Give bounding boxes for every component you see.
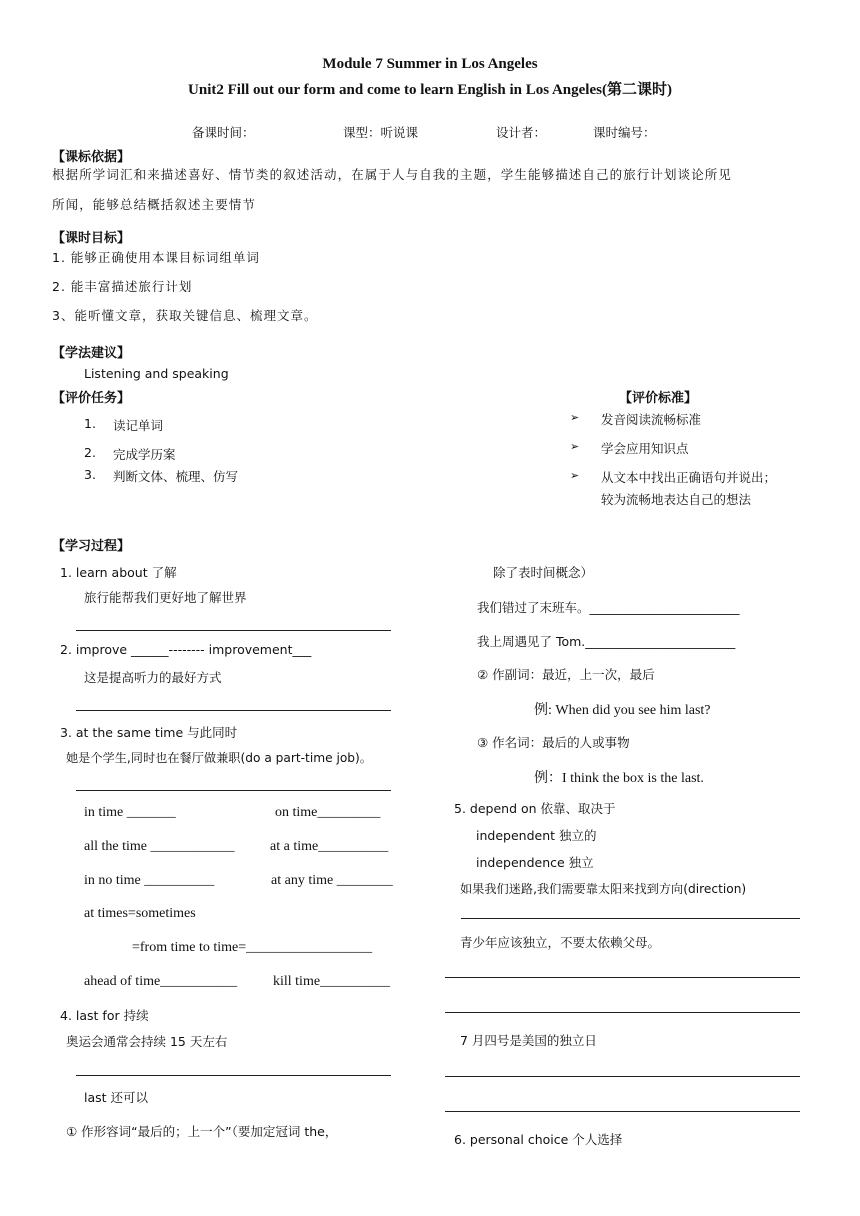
- last-also: last 还可以: [84, 1090, 149, 1105]
- standards-line-1: 根据所学词汇和来描述喜好、情节类的叙述活动，在属于人与自我的主题，学生能够描述自己的旅行计划谈论所见: [52, 167, 733, 182]
- meta-prep-time: 备课时间：: [192, 125, 255, 140]
- standards-heading: 【课标依据】: [52, 150, 131, 165]
- answer-line: [445, 1076, 800, 1077]
- last-adjective: ① 作形容词“最后的；上一个”（要加定冠词 the，: [66, 1124, 338, 1139]
- task-num-3: 3.: [84, 467, 96, 482]
- phrase-kill-time: kill time__________: [273, 974, 391, 989]
- item-5-sentence-3: 7 月四号是美国的独立日: [460, 1033, 597, 1048]
- example-last-bus: 我们错过了末班车。________________________: [477, 600, 740, 615]
- criteria-item-1: 发音阅读流畅标准: [601, 412, 702, 427]
- task-num-1: 1.: [84, 416, 96, 431]
- item-4-sentence: 奥运会通常会持续 15 天左右: [66, 1034, 228, 1049]
- meta-designer: 设计者：: [496, 125, 547, 140]
- last-adverb-example: 例: When did you see him last?: [534, 703, 711, 718]
- word-independence: independence 独立: [476, 855, 594, 870]
- phrase-in-no-time: in no time __________: [84, 873, 215, 888]
- phrase-in-time: in time _______: [84, 805, 176, 820]
- page-title: Module 7 Summer in Los Angeles: [322, 56, 538, 72]
- item-1-sentence: 旅行能帮我们更好地了解世界: [84, 590, 247, 605]
- criteria-item-3: 从文本中找出正确语句并说出；: [601, 470, 777, 485]
- word-independent: independent 独立的: [476, 828, 597, 843]
- phrase-ahead-of-time: ahead of time___________: [84, 974, 238, 989]
- phrase-at-any-time: at any time ________: [271, 873, 393, 888]
- meta-lesson-number: 课时编号：: [593, 125, 656, 140]
- answer-line: [445, 977, 800, 978]
- page-subtitle: Unit2 Fill out our form and come to learn English in Los Angeles(第二课时): [188, 82, 672, 98]
- answer-line: [76, 710, 391, 711]
- last-adjective-cont: 除了表时间概念）: [493, 565, 594, 580]
- item-3-title: 3. at the same time 与此同时: [60, 725, 238, 740]
- answer-line: [76, 790, 391, 791]
- example-met-tom: 我上周遇见了 Tom.________________________: [477, 634, 736, 649]
- criteria-item-3-cont: 较为流畅地表达自己的想法: [601, 492, 752, 507]
- phrase-on-time: on time_________: [275, 805, 381, 820]
- answer-line: [461, 918, 800, 919]
- criteria-heading: 【评价标准】: [619, 391, 698, 406]
- criteria-item-2: 学会应用知识点: [601, 441, 689, 456]
- goal-item-2: 2. 能丰富描述旅行计划: [52, 279, 193, 294]
- arrow-bullet-icon: ➢: [570, 411, 580, 424]
- answer-line: [445, 1012, 800, 1013]
- item-1-title: 1. learn about 了解: [60, 565, 177, 580]
- goal-item-3: 3、能听懂文章，获取关键信息、梳理文章。: [52, 308, 318, 323]
- method-heading: 【学法建议】: [52, 346, 131, 361]
- phrase-all-the-time: all the time ____________: [84, 839, 235, 854]
- last-noun-example: 例：I think the box is the last.: [534, 771, 704, 786]
- phrase-from-time-to-time: =from time to time=__________________: [132, 940, 373, 955]
- item-5-title: 5. depend on 依靠、取决于: [454, 801, 616, 816]
- item-2-title: 2. improve ______-------- improvement___: [60, 642, 312, 657]
- task-text-2: 完成学历案: [113, 447, 176, 462]
- method-text: Listening and speaking: [84, 366, 229, 381]
- arrow-bullet-icon: ➢: [570, 469, 580, 482]
- goal-item-1: 1. 能够正确使用本课目标词组单词: [52, 250, 260, 265]
- phrase-at-a-time: at a time__________: [270, 839, 389, 854]
- item-3-sentence: 她是个学生,同时也在餐厅做兼职(do a part-time job)。: [66, 751, 372, 765]
- last-noun: ③ 作名词：最后的人或事物: [477, 735, 630, 750]
- last-adverb: ② 作副词：最近，上一次，最后: [477, 667, 655, 682]
- process-heading: 【学习过程】: [52, 539, 131, 554]
- item-5-sentence-2: 青少年应该独立，不要太依赖父母。: [460, 935, 661, 950]
- phrase-at-times: at times=sometimes: [84, 906, 196, 921]
- task-text-3: 判断文体、梳理、仿写: [113, 469, 239, 484]
- meta-lesson-type: 课型：听说课: [343, 125, 419, 140]
- tasks-heading: 【评价任务】: [52, 391, 131, 406]
- answer-line: [445, 1111, 800, 1112]
- standards-line-2: 所闻，能够总结概括叙述主要情节: [52, 197, 257, 212]
- task-num-2: 2.: [84, 445, 96, 460]
- arrow-bullet-icon: ➢: [570, 440, 580, 453]
- goals-heading: 【课时目标】: [52, 231, 131, 246]
- item-2-sentence: 这是提高听力的最好方式: [84, 670, 222, 685]
- item-4-title: 4. last for 持续: [60, 1008, 149, 1023]
- item-5-sentence-1: 如果我们迷路,我们需要靠太阳来找到方向(direction): [460, 882, 747, 896]
- task-text-1: 读记单词: [113, 418, 164, 433]
- answer-line: [76, 630, 391, 631]
- item-6-title: 6. personal choice 个人选择: [454, 1132, 623, 1147]
- answer-line: [76, 1075, 391, 1076]
